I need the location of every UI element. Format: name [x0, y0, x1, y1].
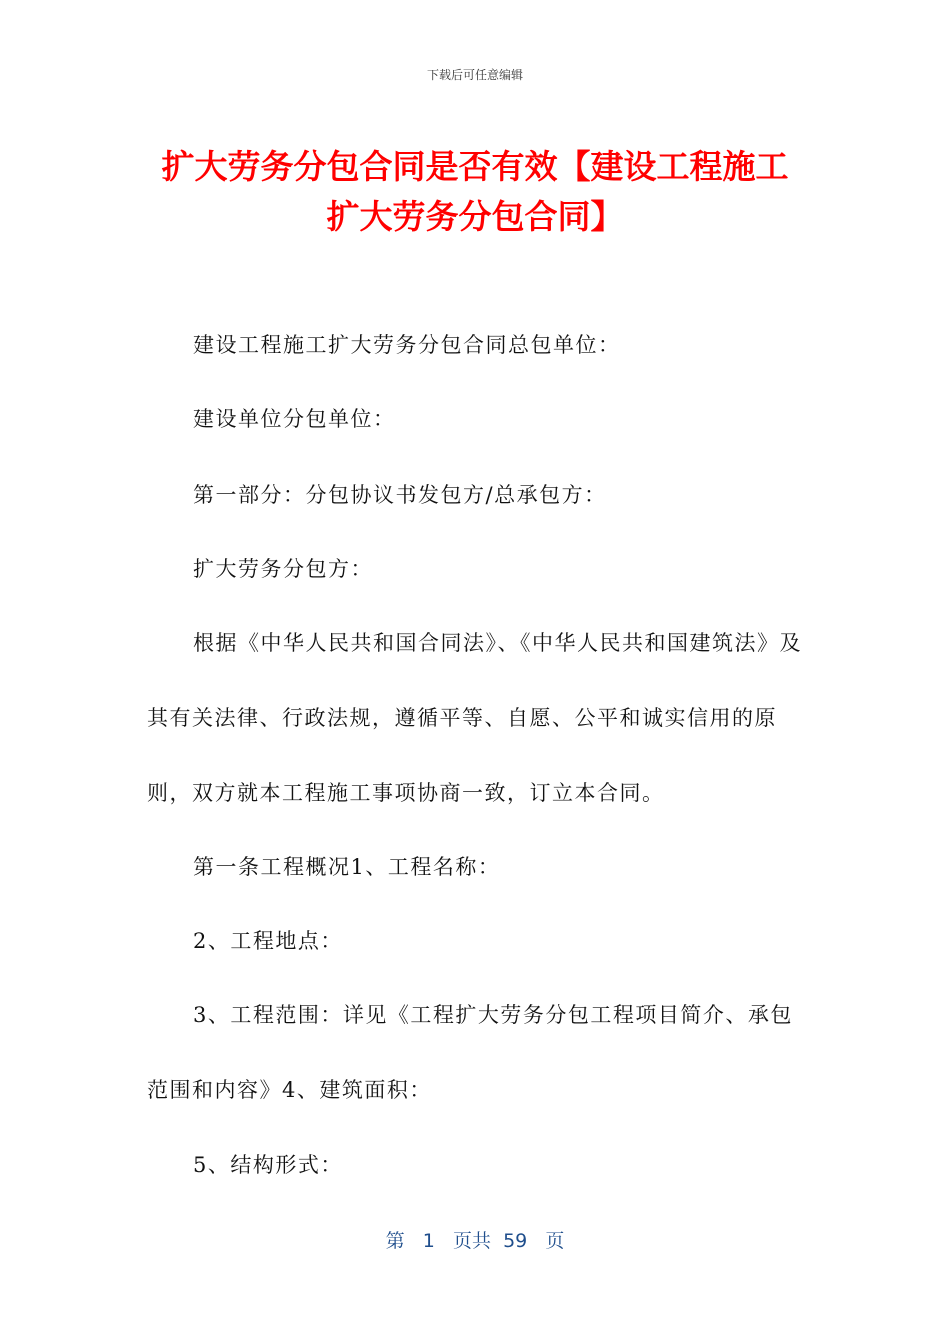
paragraph-structure-type: 5、结构形式：: [193, 1153, 343, 1177]
footer-total-pages: 59: [503, 1230, 528, 1252]
paragraph-legal-basis: 根据《中华人民共和国合同法》、《中华人民共和国建筑法》及其有关法律、行政法规，遵循平等、自愿、公平和诚实信用的原则，双方就本工程施工事项协商一致，订立本合同。: [147, 631, 802, 805]
footer-suffix: 页: [545, 1230, 565, 1252]
paragraph-project-location: 2、工程地点：: [193, 929, 343, 953]
footer-prefix: 第: [385, 1230, 405, 1252]
header-note: 下载后可任意编辑: [426, 68, 523, 82]
paragraph-subcontractor: 扩大劳务分包方：: [193, 557, 373, 581]
document-title: [60, 142, 890, 242]
paragraph-part-one: 第一部分：分包协议书发包方/总承包方：: [193, 483, 607, 507]
paragraph-project-scope: 3、工程范围：详见《工程扩大劳务分包工程项目简介、承包范围和内容》4、建筑面积：: [147, 1003, 793, 1102]
footer-middle: 页共: [452, 1230, 491, 1252]
title-line-1: 扩大劳务分包合同是否有效【建设工程施工: [161, 147, 789, 186]
page-footer: [0, 1226, 950, 1253]
paragraph-article-one: 第一条工程概况1、工程名称：: [193, 855, 501, 879]
paragraph-construction-unit: 建设单位分包单位：: [193, 407, 396, 431]
title-line-2: 扩大劳务分包合同】: [326, 197, 624, 236]
paragraph-general-contractor: 建设工程施工扩大劳务分包合同总包单位：: [193, 333, 621, 357]
footer-page-number: 1: [422, 1230, 435, 1252]
